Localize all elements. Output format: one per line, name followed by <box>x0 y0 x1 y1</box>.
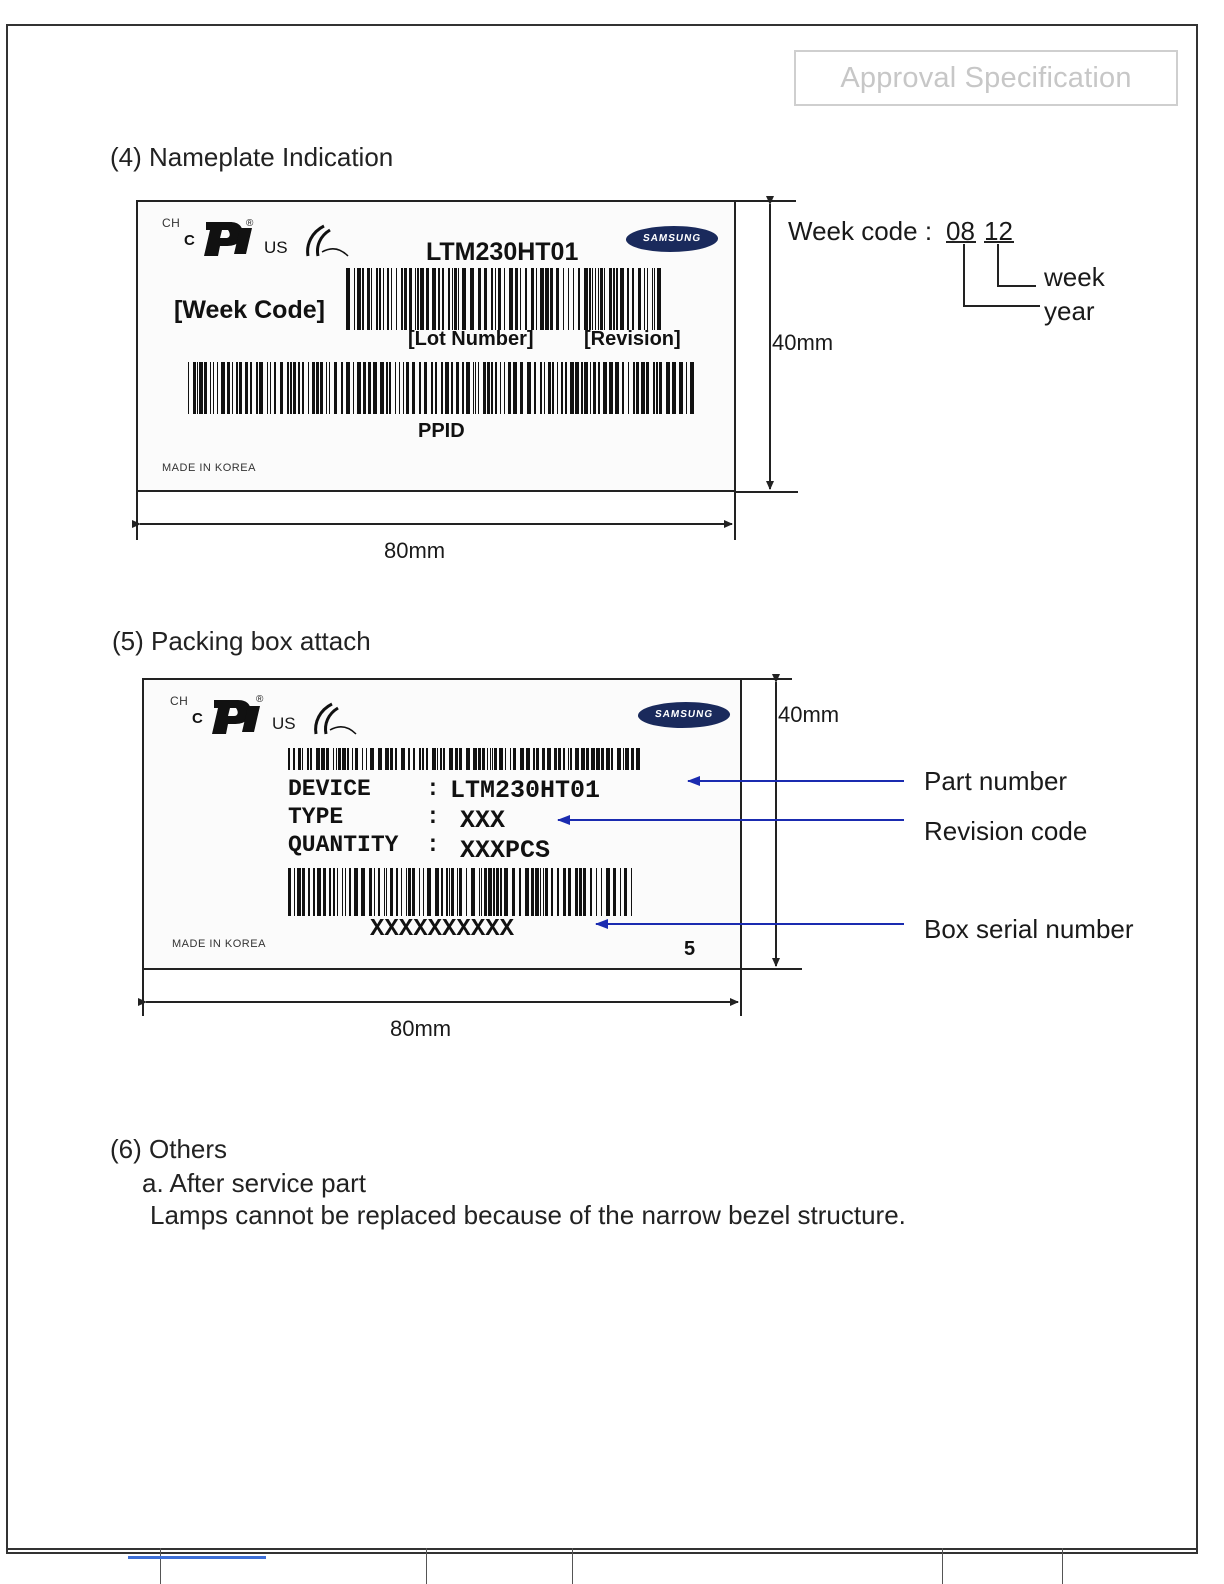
ch-mark: CH <box>170 694 189 708</box>
nameplate-width: 80mm <box>384 538 446 563</box>
nameplate-height: 40mm <box>772 330 834 355</box>
week-code-week: 12 <box>984 216 1013 246</box>
device-sep: : <box>426 776 440 802</box>
approval-stamp: Approval Specification <box>794 50 1178 106</box>
device-key: DEVICE <box>288 776 371 802</box>
year-word: year <box>1044 296 1095 326</box>
section-4-heading: (4) Nameplate Indication <box>110 142 394 172</box>
made-in-korea: MADE IN KOREA <box>172 938 266 950</box>
us-mark: US <box>272 714 296 733</box>
section-5-heading: (5) Packing box attach <box>112 626 371 656</box>
box-serial: XXXXXXXXXX <box>370 916 515 943</box>
callout-box-serial: Box serial number <box>924 914 1134 944</box>
revision-field: [Revision] <box>584 328 681 350</box>
callout-revision-code: Revision code <box>924 816 1088 846</box>
week-bracket <box>998 244 1036 286</box>
samsung-logo: SAMSUNG <box>624 226 720 252</box>
quantity-value: XXXPCS <box>460 836 551 865</box>
lamp-note: Lamps cannot be replaced because of the narrow bezel structure. <box>150 1200 906 1230</box>
us-mark: US <box>264 238 288 257</box>
type-value: XXX <box>460 806 506 835</box>
registered-mark: ® <box>256 694 264 705</box>
packing-width: 80mm <box>390 1016 452 1041</box>
quantity-key: QUANTITY <box>288 832 399 858</box>
lot-number-field: [Lot Number] <box>408 328 534 350</box>
week-code-prefix: Week code : <box>788 216 933 246</box>
model-number: LTM230HT01 <box>426 238 579 266</box>
callout-part-number: Part number <box>924 766 1068 796</box>
after-service-subheading: a. After service part <box>142 1168 366 1198</box>
type-sep: : <box>426 804 440 830</box>
ppid-label: PPID <box>418 420 465 442</box>
section-6-heading: (6) Others <box>110 1134 228 1164</box>
ch-mark: CH <box>162 216 181 230</box>
week-code-field: [Week Code] <box>174 296 325 324</box>
c-mark: C <box>184 232 195 249</box>
week-word: week <box>1044 262 1105 292</box>
year-bracket <box>964 244 1040 306</box>
type-key: TYPE <box>288 804 344 830</box>
week-code-year: 08 <box>946 216 975 246</box>
c-mark: C <box>192 710 203 727</box>
label-page-digit: 5 <box>684 938 696 960</box>
packing-height: 40mm <box>778 702 840 727</box>
registered-mark: ® <box>246 218 254 229</box>
device-value: LTM230HT01 <box>450 776 601 805</box>
made-in-korea: MADE IN KOREA <box>162 462 256 474</box>
samsung-logo: SAMSUNG <box>636 702 732 728</box>
quantity-sep: : <box>426 832 440 858</box>
